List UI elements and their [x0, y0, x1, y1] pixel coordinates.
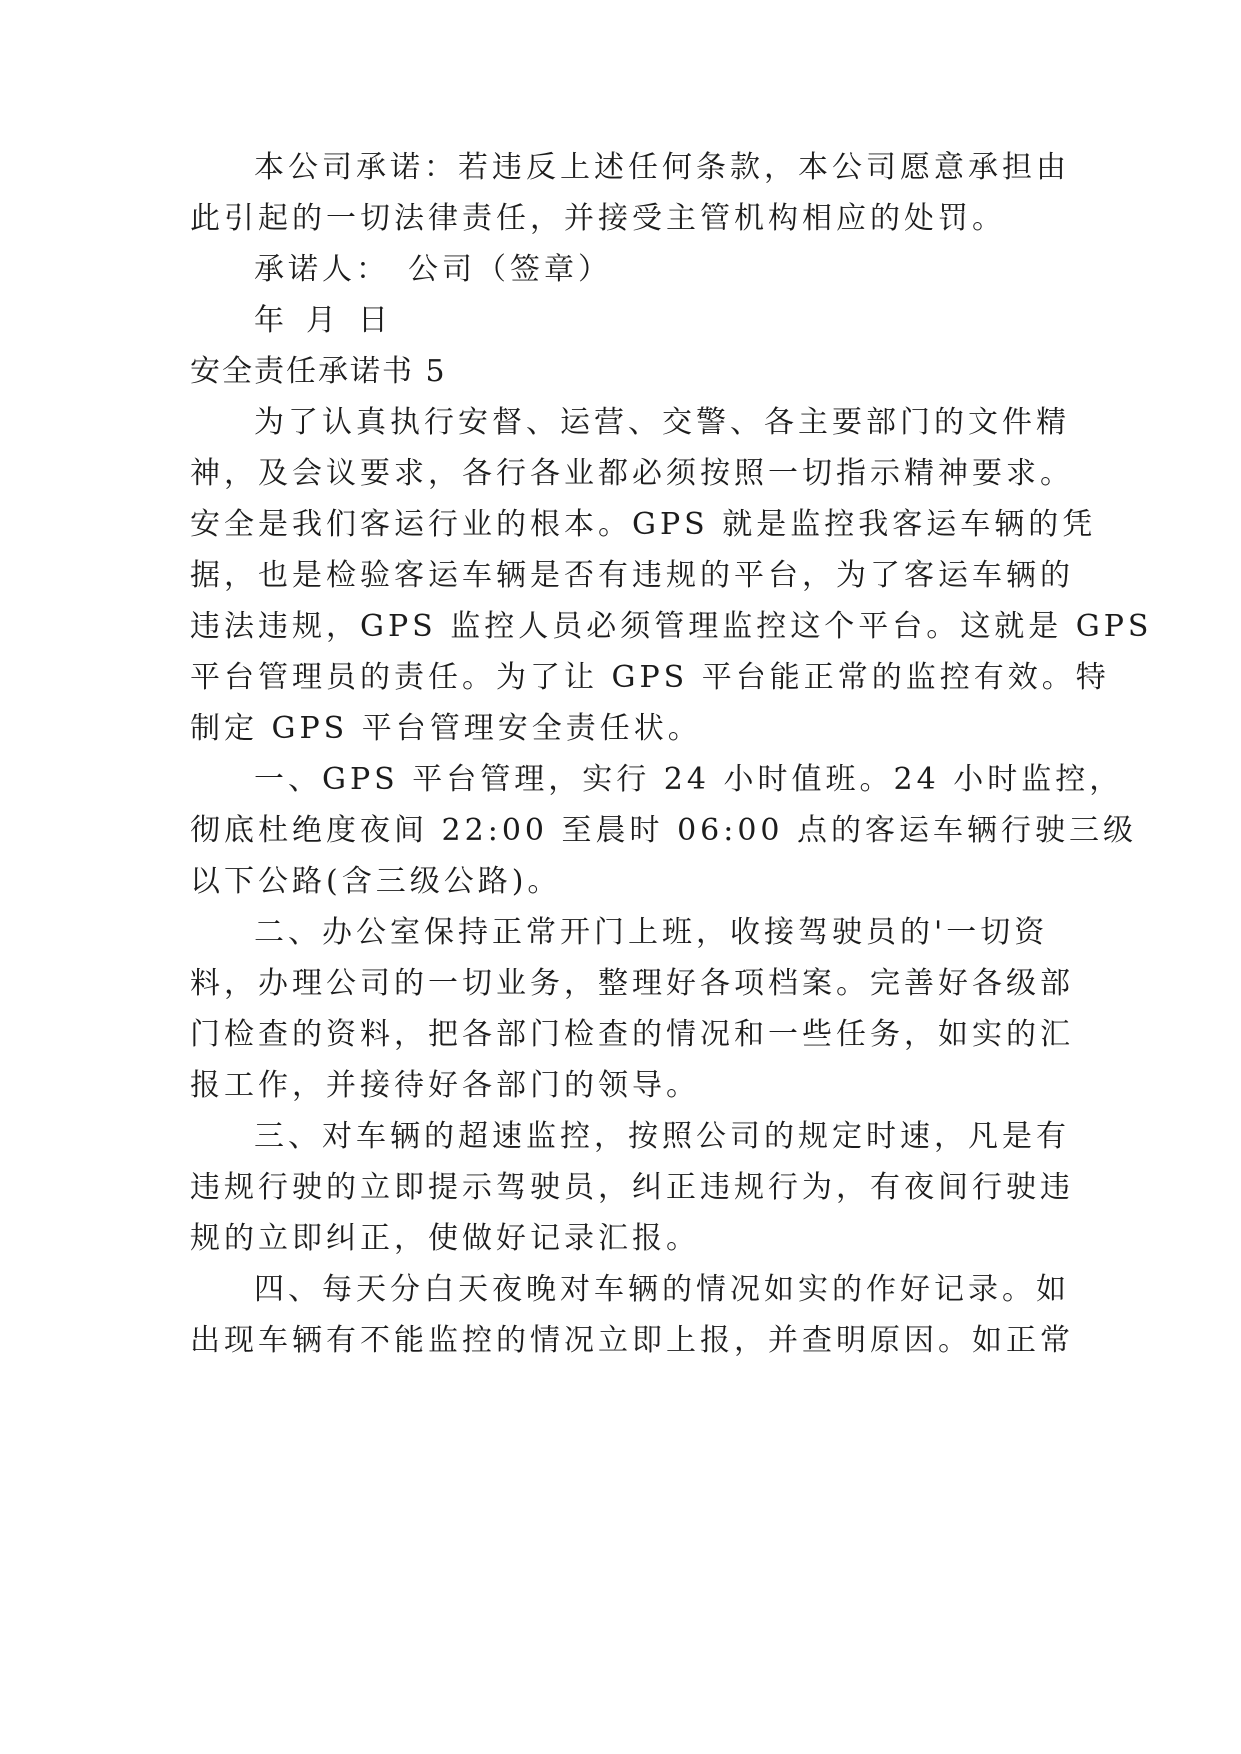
item-2-line-1: 二、办公室保持正常开门上班，收接驾驶员的'一切资: [254, 915, 1049, 950]
intro-line-3: 安全是我们客运行业的根本。GPS 就是监控我客运车辆的凭: [190, 507, 1097, 542]
date-line: [254, 301, 392, 341]
intro-line-7: 制定 GPS 平台管理安全责任状。: [190, 711, 702, 746]
item-3-line-3: 规的立即纠正，使做好记录汇报。: [190, 1221, 700, 1256]
item-2-line-4: 报工作，并接待好各部门的领导。: [190, 1068, 700, 1103]
signer-line: [254, 250, 612, 290]
commitment-line-2: 此引起的一切法律责任，并接受主管机构相应的处罚。: [190, 201, 1006, 236]
item-1-line-2: 彻底杜绝度夜间 22:00 至晨时 06:00 点的客运车辆行驶三级: [190, 813, 1138, 848]
intro-line-5: 违法违规，GPS 监控人员必须管理监控这个平台。这就是 GPS: [190, 609, 1153, 644]
item-3-line-1: 三、对车辆的超速监控，按照公司的规定时速，凡是有: [254, 1119, 1070, 1154]
item-4-line-1: 四、每天分白天夜晚对车辆的情况如实的作好记录。如: [254, 1272, 1070, 1307]
section-title: 安全责任承诺书 5: [190, 354, 447, 389]
intro-line-4: 据，也是检验客运车辆是否有违规的平台，为了客运车辆的: [190, 558, 1074, 593]
item-1-line-3: 以下公路(含三级公路)。: [190, 864, 562, 899]
commitment-line-1: 本公司承诺：若违反上述任何条款，本公司愿意承担由: [254, 150, 1070, 185]
date-year: 年: [254, 303, 288, 338]
item-3-line-2: 违规行驶的立即提示驾驶员，纠正违规行为，有夜间行驶违: [190, 1170, 1074, 1205]
signer-value: 公司（签章）: [408, 252, 612, 287]
item-2-line-2: 料，办理公司的一切业务，整理好各项档案。完善好各级部: [190, 966, 1074, 1001]
item-1-line-1: 一、GPS 平台管理，实行 24 小时值班。24 小时监控，: [254, 762, 1124, 797]
signer-label: 承诺人：: [254, 252, 390, 287]
date-day: 日: [358, 303, 392, 338]
intro-line-6: 平台管理员的责任。为了让 GPS 平台能正常的监控有效。特: [190, 660, 1110, 695]
intro-line-1: 为了认真执行安督、运营、交警、各主要部门的文件精: [254, 405, 1070, 440]
item-4-line-2: 出现车辆有不能监控的情况立即上报，并查明原因。如正常: [190, 1323, 1074, 1358]
date-month: 月: [306, 303, 340, 338]
intro-line-2: 神，及会议要求，各行各业都必须按照一切指示精神要求。: [190, 456, 1074, 491]
item-2-line-3: 门检查的资料，把各部门检查的情况和一些任务，如实的汇: [190, 1017, 1074, 1052]
